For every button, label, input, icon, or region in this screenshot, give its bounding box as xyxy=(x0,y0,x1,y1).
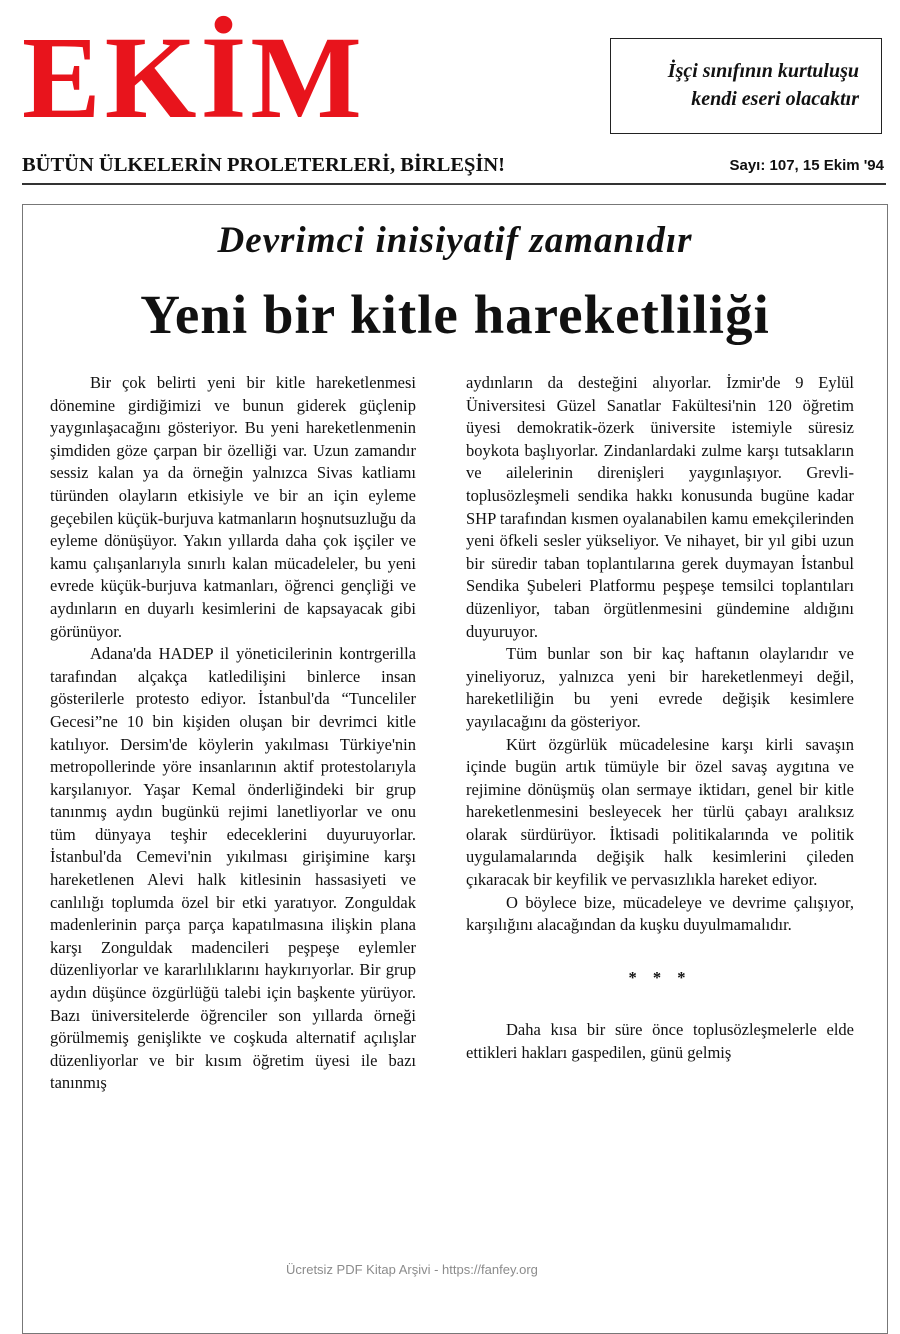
masthead-logo: EKİM xyxy=(22,12,366,143)
slogan-line-2: kendi eseri olacaktır xyxy=(691,88,859,110)
article-kicker: Devrimci inisiyatif zamanıdır xyxy=(217,220,693,261)
issue-info: Sayı: 107, 15 Ekim '94 xyxy=(729,157,884,174)
article-headline: Yeni bir kitle hareketliliği xyxy=(140,284,770,345)
section-separator: * * * xyxy=(628,967,692,987)
masthead-motto: BÜTÜN ÜLKELERİN PROLETERLERİ, BİRLEŞİN! xyxy=(22,154,506,176)
watermark: Ücretsiz PDF Kitap Arşivi - https://fanfey.org xyxy=(286,1262,538,1277)
paragraph: Tüm bunlar son bir kaç haftanın olaylarıdır ve yineliyoruz, yalnızca yeni bir hareketlenmeyi değil, hareketliliğin bu yeni evrede değişik kesimlere yayılacağını da gösteriyor. xyxy=(466,644,854,731)
paragraph: aydınların da desteğini alıyorlar. İzmir'de 9 Eylül Üniversitesi Güzel Sanatlar Fakültesi'nin 120 öğretim üyesi demokratik-özerk üniversite istemiyle süresiz boykota başlıyorlar. Zindanlardaki zulme karşı tutsakların ve ailelerinin direnişleri yaygınlaşıyor. Grevli-toplusözleşmeli sendika hakkı konusunda bugüne kadar SHP tarafından kısmen oyalanabilen kamu emekçilerinden yeni öfkeli sesler yükseliyor. Ve nihayet, bir yıl gibi uzun bir süredir taban toplantılarına gerek duymayan İstanbul Sendika Şubeleri Platformu peşpeşe temsilci toplantıları düzenliyor, taban örgütlenmesini gündemine aldığını duyuruyor. xyxy=(466,373,854,641)
slogan-box xyxy=(610,38,882,134)
paragraph: Daha kısa bir süre önce toplusözleşmelerle elde ettikleri hakları gaspedilen, günü gelmiş xyxy=(466,1020,854,1063)
article-column-right xyxy=(466,372,854,1065)
article-column-left xyxy=(50,372,416,1095)
paragraph: Bir çok belirti yeni bir kitle hareketlenmesi dönemine girdiğimizi ve bunun giderek güçlenip yaygınlaşacağını gösteriyor. Bu yeni hareketlenmenin şimdiden göze çarpan bir özelliği var. Uzun zamandır sessiz kalan ya da örneğin yalnızca Sivas katliamı türünden olayların etkisiyle ve bir an için eyleme geçebilen küçük-burjuva katmanların hoşnutsuzluğu da eyleme dönüşüyor. Yakın yıllarda daha çok işçiler ve kamu çalışanlarıyla sınırlı kalan mücadeleler, bu yeni evrede küçük-burjuva katmanları, öğrenci gençliği ve aydınların en duyarlı kesimlerini de kapsayacak gibi görünüyor. xyxy=(50,373,416,641)
paragraph: O böylece bize, mücadeleye ve devrime çalışıyor, karşılığını alacağından da kuşku duyulmamalıdır. xyxy=(466,892,854,935)
paragraph: Adana'da HADEP il yöneticilerinin kontrgerilla tarafından alçakça katledilişini binlerce insan gösterilerle protesto ediyor. İstanbul'da “Tunceliler Gecesi”ne 10 bin kişiden oluşan bir devrimci kitle katılıyor. Dersim'de köylerin yakılması Türkiye'nin metropollerinde yöre insanlarının aktif protestolarıyla karşılanıyor. Yaşar Kemal önderliğindeki bir grup tanınmış aydın bugünkü rejimi lanetliyorlar ve onu tüm dünyaya teşhir edeceklerini duyuruyorlar. İstanbul'da Cemevi'nin yıkılması girişimine karşı hareketlenen Alevi halk kitlesinin hassasiyeti ve canlılığı toplumda özel bir etki yaratıyor. Zonguldak madenlerinin parça parça kapatılmasına ilişkin plana karşı Zonguldak madencileri peşpeşe eylemler düzenliyorlar ve kararlılıklarını haykırıyorlar. Bir grup aydın düşünce özgürlüğü talebi için başkente yürüyor. Bazı üniversitelerde öğrenciler son yıllarda örneği görülmemiş genişlikte ve coşkuda alternatif açılışlar düzenliyorlar ve bir kısım öğretim üyesi ile bazı tanınmış xyxy=(50,644,416,1093)
paragraph: Kürt özgürlük mücadelesine karşı kirli savaşın içinde bugün artık tümüyle bir özel savaş aygıtına ve rejimine dönüşmüş olan sermaye iktidarı, genel bir kitle hareketlenmesini besleyecek her türlü çabayı aralıksız olarak sürdürüyor. İktisadi politikalarında ve politik uygulamalarında değişik halk kesimlerini çileden çıkaracak bir keyfilik ve pervasızlıkla hareket ediyor. xyxy=(466,734,854,890)
slogan-line-1: İşçi sınıfının kurtuluşu xyxy=(667,60,859,82)
header-rule xyxy=(22,183,886,185)
